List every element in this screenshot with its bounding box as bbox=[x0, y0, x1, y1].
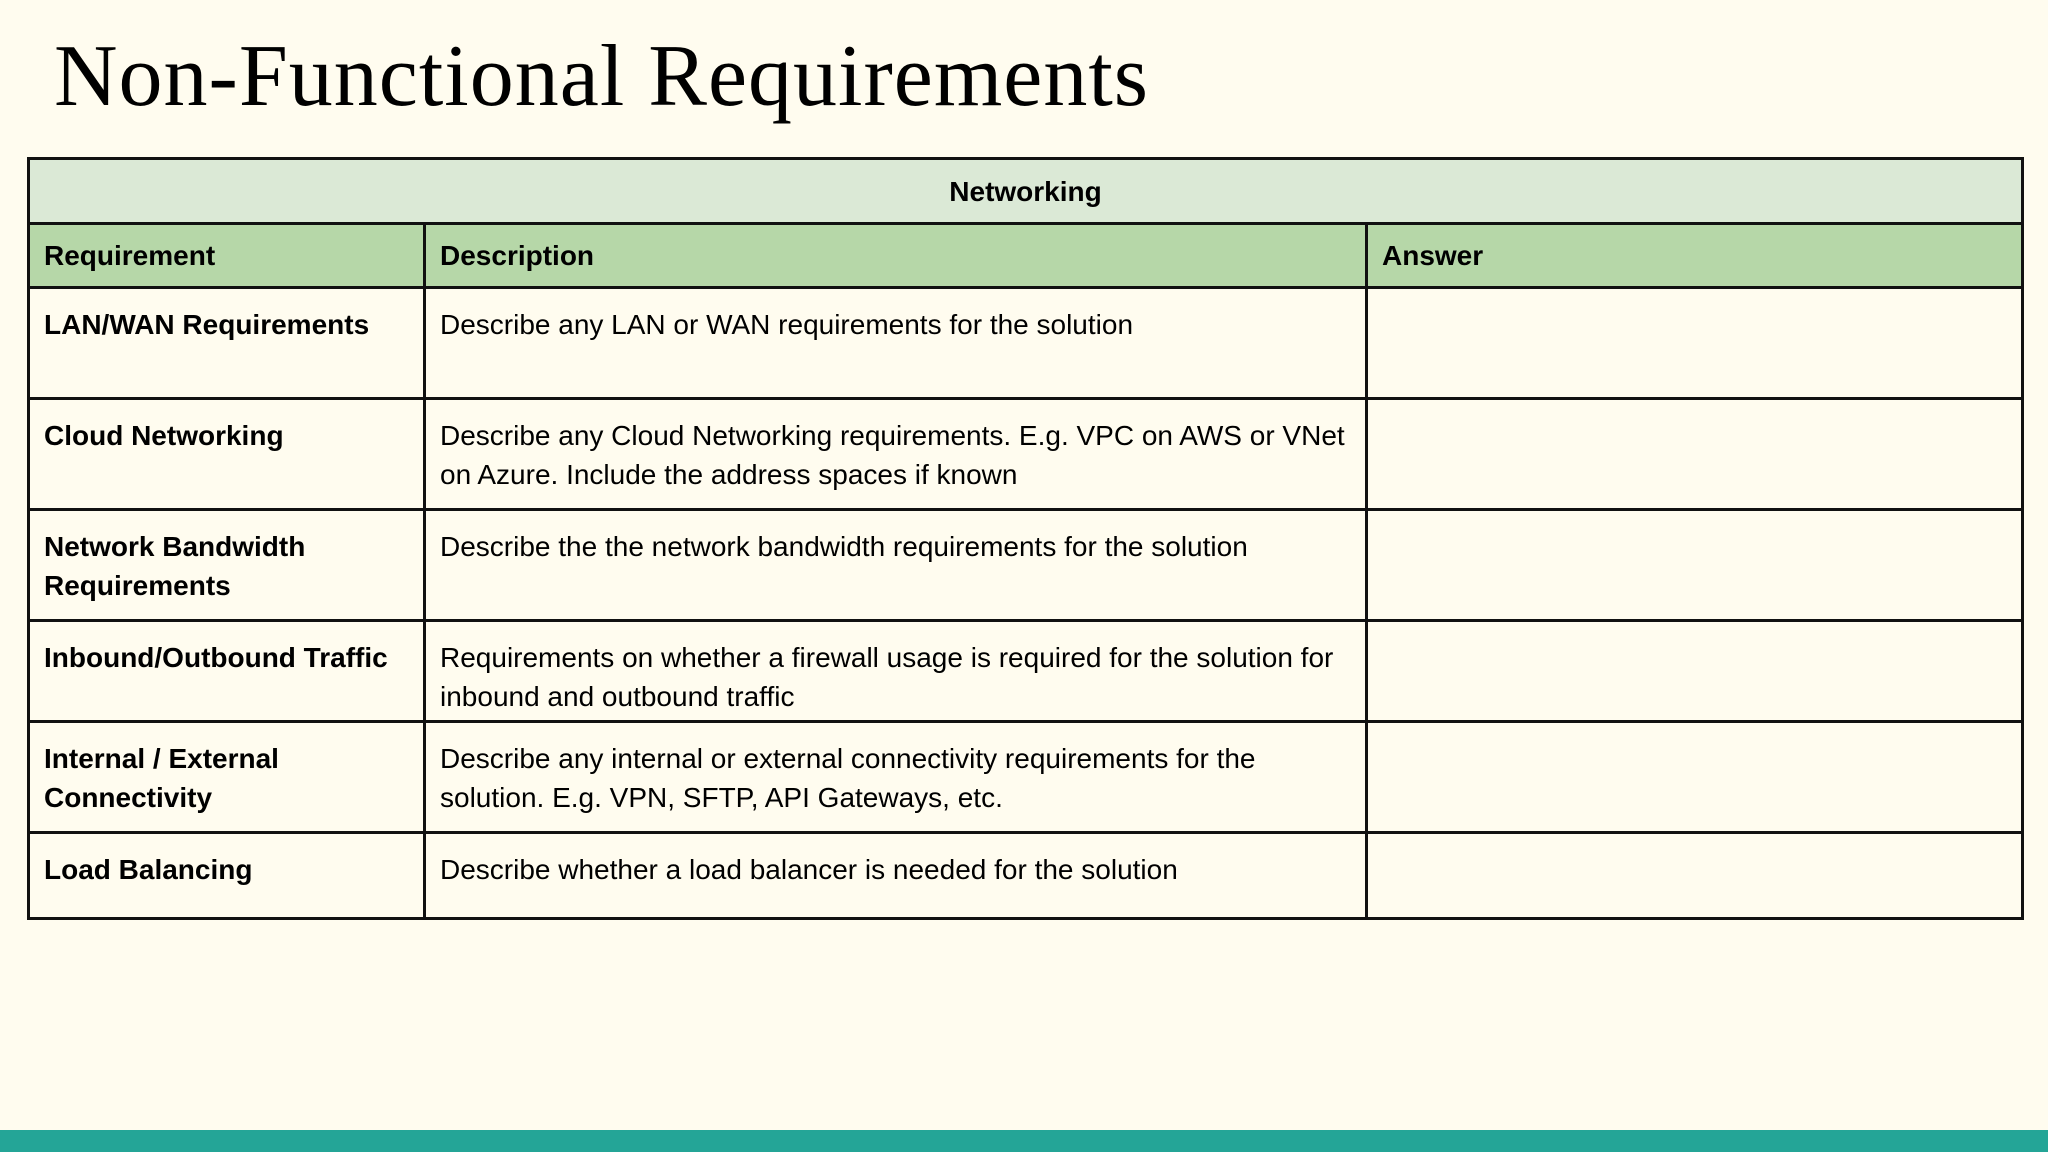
requirement-cell: Network Bandwidth Requirements bbox=[29, 510, 425, 621]
requirement-cell: Load Balancing bbox=[29, 833, 425, 919]
answer-cell[interactable] bbox=[1367, 621, 2023, 722]
requirement-cell: LAN/WAN Requirements bbox=[29, 288, 425, 399]
description-cell: Describe the the network bandwidth requirements for the solution bbox=[425, 510, 1367, 621]
column-header-row bbox=[29, 224, 2023, 288]
answer-cell[interactable] bbox=[1367, 288, 2023, 399]
table-row bbox=[29, 288, 2023, 399]
column-header-answer: Answer bbox=[1367, 224, 2023, 288]
table-row bbox=[29, 722, 2023, 833]
table-row bbox=[29, 621, 2023, 722]
table-row bbox=[29, 399, 2023, 510]
section-header: Networking bbox=[29, 159, 2023, 224]
column-header-description: Description bbox=[425, 224, 1367, 288]
answer-cell[interactable] bbox=[1367, 833, 2023, 919]
description-cell: Requirements on whether a firewall usage is required for the solution for inbound and outbound traffic bbox=[425, 621, 1367, 722]
column-header-requirement: Requirement bbox=[29, 224, 425, 288]
description-cell: Describe whether a load balancer is needed for the solution bbox=[425, 833, 1367, 919]
footer-accent-bar bbox=[0, 1130, 2048, 1152]
answer-cell[interactable] bbox=[1367, 722, 2023, 833]
table-row bbox=[29, 833, 2023, 919]
page-title: Non-Functional Requirements bbox=[54, 28, 1150, 125]
answer-cell[interactable] bbox=[1367, 510, 2023, 621]
answer-cell[interactable] bbox=[1367, 399, 2023, 510]
requirements-table bbox=[27, 157, 2024, 920]
requirement-cell: Cloud Networking bbox=[29, 399, 425, 510]
description-cell: Describe any internal or external connectivity requirements for the solution. E.g. VPN, SFTP, API Gateways, etc. bbox=[425, 722, 1367, 833]
table-row bbox=[29, 510, 2023, 621]
section-header-row bbox=[29, 159, 2023, 224]
requirement-cell: Inbound/Outbound Traffic bbox=[29, 621, 425, 722]
requirement-cell: Internal / External Connectivity bbox=[29, 722, 425, 833]
description-cell: Describe any Cloud Networking requirements. E.g. VPC on AWS or VNet on Azure. Include the address spaces if known bbox=[425, 399, 1367, 510]
description-cell: Describe any LAN or WAN requirements for the solution bbox=[425, 288, 1367, 399]
